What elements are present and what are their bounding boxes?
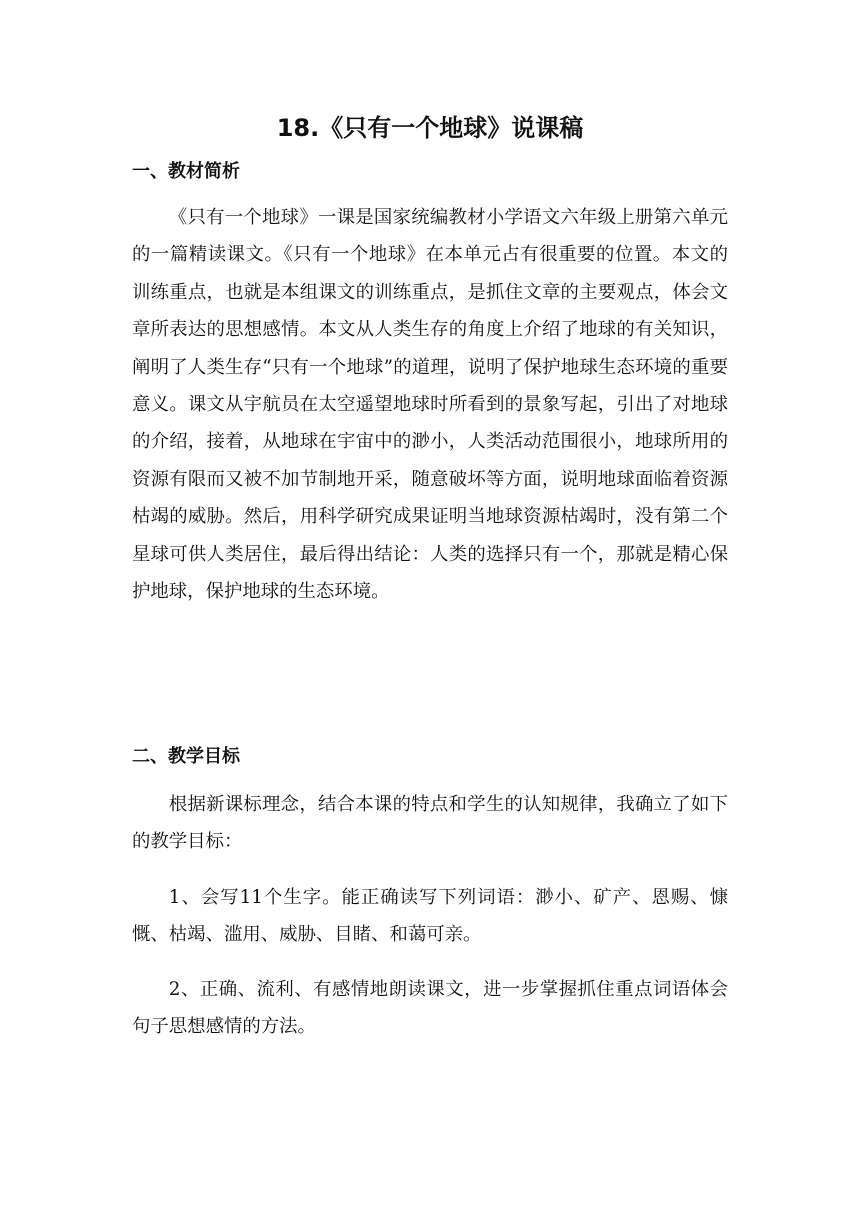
document-title: 18.《只有一个地球》说课稿 [276, 114, 584, 142]
paragraph-materials-analysis: 《只有一个地球》一课是国家统编教材小学语文六年级上册第六单元的一篇精读课文。《只有一个地球》在本单元占有很重要的位置。本文的训练重点，也就是本组课文的训练重点，是抓住文章的主要观点，体会文章所表达的思想感情。本文从人类生存的角度上介绍了地球的有关知识，阐明了人类生存“只有一个地球”的道理，说明了保护地球生态环境的重要意义。课文从宇航员在太空遥望地球时所看到的景象写起，引出了对地球的介绍，接着，从地球在宇宙中的渺小，人类活动范围很小，地球所用的资源有限而又被不加节制地开采，随意破坏等方面，说明地球面临着资源枯竭的威胁。然后，用科学研究成果证明当地球资源枯竭时，没有第二个星球可供人类居住，最后得出结论：人类的选择只有一个，那就是精心保护地球，保护地球的生态环境。 [132, 207, 728, 603]
paragraph-objectives-intro: 根据新课标理念，结合本课的特点和学生的认知规律，我确立了如下的教学目标： [132, 794, 728, 853]
paragraph-objective-1: 1、会写11个生字。能正确读写下列词语：渺小、矿产、恩赐、慷慨、枯竭、滥用、威胁、目睹、和蔼可亲。 [132, 887, 728, 946]
section-heading-materials: 一、教材简析 [132, 161, 240, 182]
section-heading-objectives: 二、教学目标 [132, 746, 240, 767]
paragraph-objective-2: 2、正确、流利、有感情地朗读课文，进一步掌握抓住重点词语体会句子思想感情的方法。 [132, 979, 728, 1038]
